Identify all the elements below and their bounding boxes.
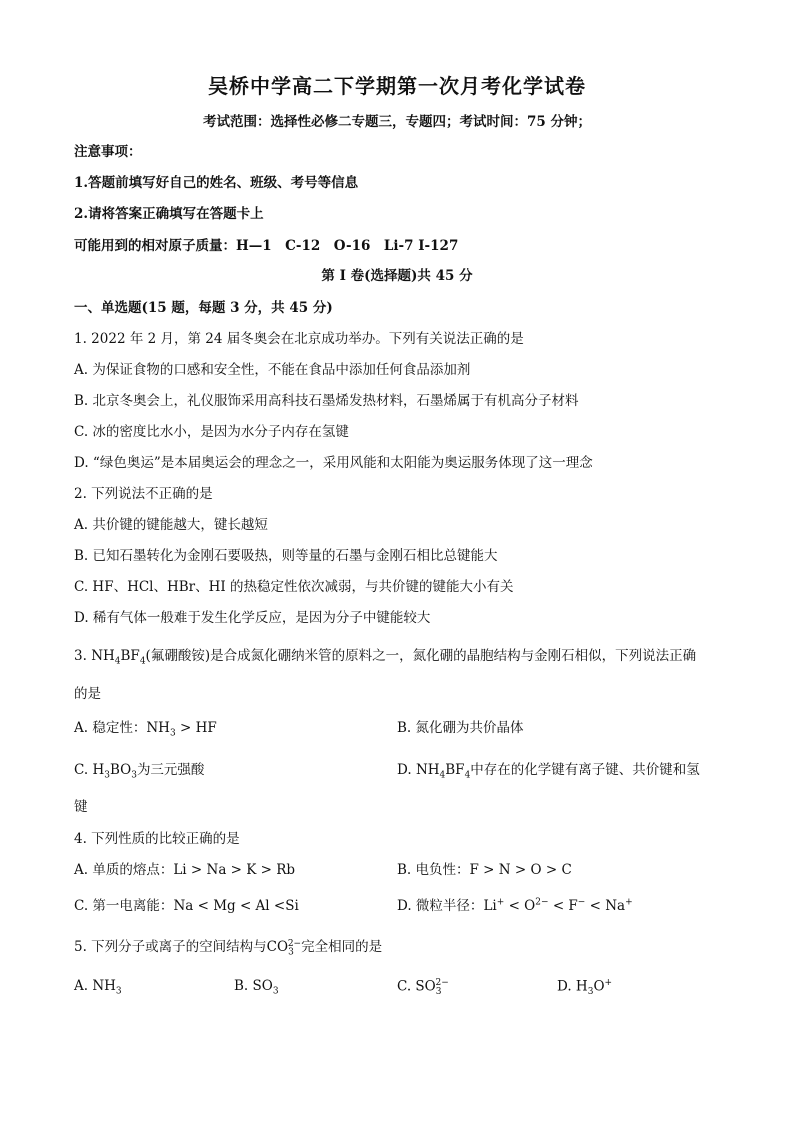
q4-d-prefix: D. 微粒半径： xyxy=(397,898,484,914)
q3-d-prefix: D. xyxy=(397,762,416,778)
q5-b-sub: 3 xyxy=(272,986,279,997)
q3-a-expr: NH xyxy=(146,720,170,736)
q3-stem-cont: 的是 xyxy=(74,686,101,702)
q3-formula-part: NH xyxy=(91,648,115,664)
atomic-masses: 可能用到的相对原子质量：H—1 C-12 O-16 Li-7 I-127 xyxy=(74,238,459,254)
q3-c-expr: BO xyxy=(109,762,132,778)
q4-option-d xyxy=(397,894,633,914)
q3-a-sub: 3 xyxy=(169,728,176,739)
q3-formula xyxy=(91,648,146,667)
q3-option-b: B. 氮化硼为共价晶体 xyxy=(397,720,524,736)
q4-d-expr: < Na xyxy=(585,898,626,914)
q3-c-rest: 为三元强酸 xyxy=(136,762,205,778)
q4-row-ab xyxy=(74,858,774,878)
q1-option-a: A. 为保证食物的口感和安全性，不能在食品中添加任何食品添加剂 xyxy=(74,362,471,378)
q3-c-prefix: C. xyxy=(74,762,93,778)
q3-stem-text: (氟硼酸铵)是合成氮化硼纳米管的原料之一，氮化硼的晶胞结构与金刚石相似，下列说法正确 xyxy=(145,648,697,664)
q5-a-text: A. NH xyxy=(74,978,116,994)
q4-row-cd xyxy=(74,894,774,914)
q2-stem: 2. 下列说法不正确的是 xyxy=(74,486,213,502)
q4-d-expr: < O xyxy=(504,898,536,914)
q1-stem: 1. 2022 年 2 月，第 24 届冬奥会在北京成功举办。下列有关说法正确的是 xyxy=(74,331,524,347)
q5-options xyxy=(0,978,794,1002)
q3-d-expr: BF xyxy=(445,762,465,778)
q5-stem-post: 完全相同的是 xyxy=(301,939,383,955)
q4-c-prefix: C. 第一电离能： xyxy=(74,898,174,914)
q3-d-sub: 4 xyxy=(464,770,471,781)
q5-b-text: B. SO xyxy=(234,978,273,994)
exam-subtitle: 考试范围：选择性必修二专题三，专题四；考试时间：75 分钟； xyxy=(203,114,591,130)
q3-a-prefix: A. 稳定性： xyxy=(74,720,147,736)
q3-a-rest: > HF xyxy=(175,720,217,736)
q2-option-a: A. 共价键的键能越大，键长越短 xyxy=(74,517,268,533)
q3-option-d xyxy=(397,758,700,781)
q3-d-rest: 中存在的化学键有离子键、共价键和氢 xyxy=(470,762,700,778)
q4-a-prefix: A. 单质的熔点： xyxy=(74,862,174,878)
q5-a-sub: 3 xyxy=(115,986,122,997)
q3-row-ab xyxy=(74,716,774,739)
q4-option-c xyxy=(74,898,299,914)
q3-d-expr: NH xyxy=(415,762,440,778)
q5-d-text: D. H xyxy=(557,978,588,995)
q5-option-d xyxy=(557,978,612,997)
q5-d-sup: + xyxy=(604,978,613,988)
q5-d-sub: 3 xyxy=(587,987,594,998)
volume-heading: 第 I 卷(选择题)共 45 分 xyxy=(321,268,473,284)
q3-c-sub: 3 xyxy=(104,770,110,781)
q4-d-sup: + xyxy=(496,897,505,908)
q4-stem: 4. 下列性质的比较正确的是 xyxy=(74,831,240,847)
q1-option-b: B. 北京冬奥会上，礼仪服饰采用高科技石墨烯发热材料，石墨烯属于有机高分子材料 xyxy=(74,393,579,409)
q1-option-d: D. “绿色奥运”是本届奥运会的理念之一，采用风能和太阳能为奥运服务体现了这一理念 xyxy=(74,455,593,471)
q5-c-text: C. SO xyxy=(397,978,436,995)
q5-c-sup: 2− xyxy=(435,978,449,988)
notes-item-1: 1.答题前填写好自己的姓名、班级、考号等信息 xyxy=(74,175,359,191)
q4-c-expr: Na < Mg < Al <Si xyxy=(173,898,299,914)
q3-option-d-cont: 键 xyxy=(74,799,88,815)
q3-row-cd xyxy=(74,758,774,781)
q4-a-expr: Li > Na > K > Rb xyxy=(173,862,296,878)
q3-stem xyxy=(74,644,696,667)
q5-ion-sub: 3 xyxy=(288,947,294,958)
q4-b-prefix: B. 电负性： xyxy=(397,862,470,878)
q3-formula-sub: 4 xyxy=(114,656,121,667)
q2-option-b: B. 已知石墨转化为金刚石要吸热，则等量的石墨与金刚石相比总键能大 xyxy=(74,548,498,564)
q3-c-expr: H xyxy=(92,762,105,778)
q5-c-sub: 3 xyxy=(435,987,442,998)
q3-c-sub: 3 xyxy=(131,770,137,781)
q3-d-sub: 4 xyxy=(439,770,446,781)
q5-option-c xyxy=(397,978,449,997)
q3-number: 3. xyxy=(74,648,87,664)
q1-option-c: C. 冰的密度比水小，是因为水分子内存在氢键 xyxy=(74,424,349,440)
q5-ion-sup: 2− xyxy=(287,938,302,949)
q5-d-rest: O xyxy=(593,978,605,995)
q4-option-a xyxy=(74,862,295,878)
q3-option-a xyxy=(74,720,217,739)
notes-item-2: 2.请将答案正确填写在答题卡上 xyxy=(74,206,264,222)
exam-title: 吴桥中学高二下学期第一次月考化学试卷 xyxy=(208,74,586,98)
q4-b-expr: F > N > O > C xyxy=(469,862,572,878)
q3-formula-sub: 4 xyxy=(139,656,146,667)
q5-option-b xyxy=(234,978,279,997)
part-heading: 一、单选题(15 题，每题 3 分，共 45 分) xyxy=(74,300,333,316)
q4-d-sup: + xyxy=(625,897,633,908)
q2-option-d: D. 稀有气体一般难于发生化学反应，是因为分子中键能较大 xyxy=(74,610,431,626)
q4-d-expr: Li xyxy=(483,898,497,914)
q5-ion: CO xyxy=(266,939,289,955)
q4-d-sup: − xyxy=(577,897,586,908)
q5-stem xyxy=(74,935,382,958)
q3-formula-part: BF xyxy=(120,648,140,664)
q5-stem-pre: 5. 下列分子或离子的空间结构与 xyxy=(74,939,267,955)
q2-option-c: C. HF、HCl、HBr、HI 的热稳定性依次减弱，与共价键的键能大小有关 xyxy=(74,579,514,595)
q4-d-sup: 2− xyxy=(535,897,549,908)
q4-d-expr: < F xyxy=(548,898,578,914)
q5-option-a xyxy=(74,978,122,997)
notes-heading: 注意事项： xyxy=(74,144,142,160)
q3-option-c xyxy=(74,762,205,781)
q4-option-b xyxy=(397,858,572,878)
